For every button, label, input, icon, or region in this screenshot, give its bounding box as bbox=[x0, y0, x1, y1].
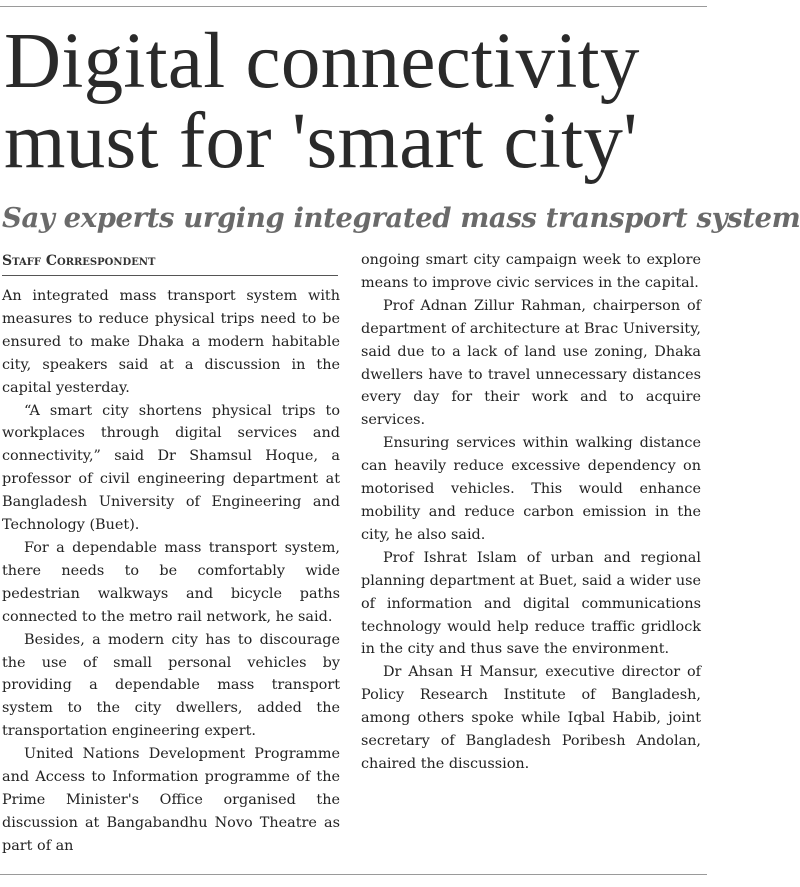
headline-line-1: Digital connectivity bbox=[4, 18, 640, 105]
headline bbox=[4, 18, 707, 185]
paragraph: Besides, a modern city has to discourage the use of small personal vehicles by providing a dependable mass transport system to the city dwellers, added the transportation engineering expert. bbox=[2, 631, 340, 740]
paragraph: Dr Ahsan H Mansur, executive director of Policy Research Institute of Bangladesh, among others spoke while Iqbal Habib, joint secretary of Bangladesh Poribesh Andolan, chaired the discussion. bbox=[361, 664, 701, 772]
paragraph: “A smart city shortens physical trips to workplaces through digital services and connectivity,” said Dr Shamsul Hoque, a professor of civil engineering department at Bangladesh University of Engineering and Technology (Buet). bbox=[2, 402, 340, 534]
article-column-left bbox=[2, 285, 340, 858]
paragraph: United Nations Development Programme and Access to Information programme of the Prime Minister's Office organised the discussion at Bangabandhu Novo Theatre as part of an bbox=[2, 746, 340, 854]
paragraph: For a dependable mass transport system, there needs to be comfortably wide pedestrian walkways and bicycle paths connected to the metro rail network, he said. bbox=[2, 539, 340, 625]
byline: Staff Correspondent bbox=[2, 251, 338, 276]
bottom-rule bbox=[0, 874, 707, 875]
paragraph: An integrated mass transport system with measures to reduce physical trips need to be ensured to make Dhaka a modern habitable city, speakers said at a discussion in the capital yesterday. bbox=[2, 288, 340, 396]
paragraph: Prof Ishrat Islam of urban and regional planning department at Buet, said a wider use of information and digital communications technology would help reduce traffic gridlock in the city and thus save the environment. bbox=[361, 549, 701, 658]
subheadline: Say experts urging integrated mass transport system bbox=[2, 202, 800, 234]
headline-line-2: must for 'smart city' bbox=[4, 98, 638, 185]
paragraph: Prof Adnan Zillur Rahman, chairperson of department of architecture at Brac University, said due to a lack of land use zoning, Dhaka dwellers have to travel unnecessary distances every day for their work and to acquire services. bbox=[361, 297, 701, 429]
paragraph: ongoing smart city campaign week to explore means to improve civic services in the capital. bbox=[361, 252, 701, 291]
article-column-right bbox=[361, 249, 701, 776]
paragraph: Ensuring services within walking distance can heavily reduce excessive dependency on motorised vehicles. This would enhance mobility and reduce carbon emission in the city, he also said. bbox=[361, 435, 701, 543]
top-rule bbox=[0, 6, 707, 7]
